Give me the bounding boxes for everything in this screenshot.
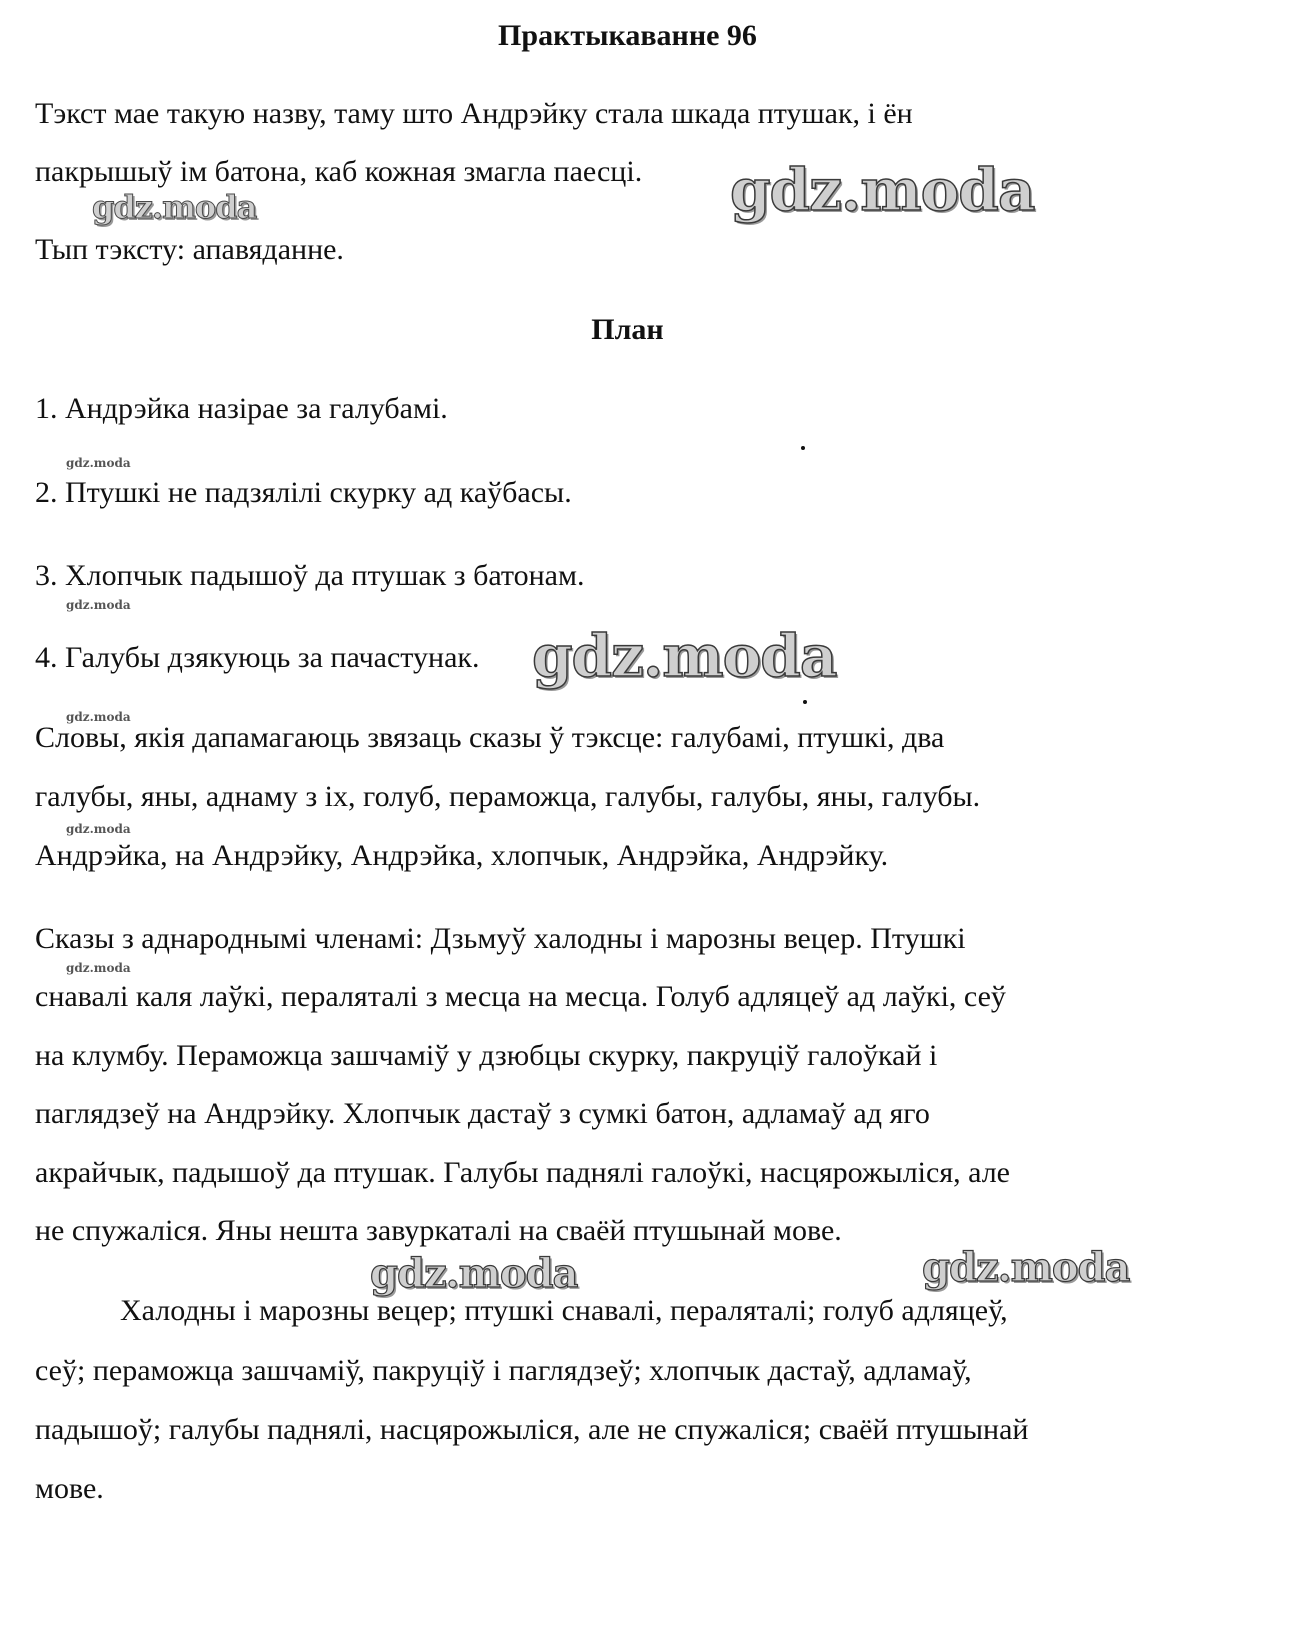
watermark-small: gdz.moda: [66, 822, 131, 836]
plan-item: 4. Галубы дзякуюць за пачастунак.: [35, 641, 480, 674]
text-type-line: Тып тэксту: апавяданне.: [35, 233, 344, 266]
summary-line: падышоў; галубы паднялі, насцярожыліся, але не спужаліся; сваёй птушынай: [35, 1413, 1029, 1446]
watermark-logo: gdz.moda: [532, 622, 837, 690]
watermark-logo: gdz.moda: [730, 156, 1035, 224]
summary-line: мове.: [35, 1472, 104, 1505]
intro-line: Тэкст мае такую назву, таму што Андрэйку стала шкада птушак, і ён: [35, 97, 913, 130]
watermark-small: gdz.moda: [66, 961, 131, 975]
linking-words-line: Андрэйка, на Андрэйку, Андрэйка, хлопчык, Андрэйка, Андрэйку.: [35, 839, 889, 872]
watermark-small: gdz.moda: [66, 456, 131, 470]
watermark-logo: gdz.moda: [92, 188, 257, 226]
plan-item: 3. Хлопчык падышоў да птушак з батонам.: [35, 559, 585, 592]
homogeneous-line: паглядзеў на Андрэйку. Хлопчык дастаў з сумкі батон, адламаў ад яго: [35, 1097, 930, 1130]
homogeneous-line: на клумбу. Пераможца зашчаміў у дзюбцы скурку, пакруціў галоўкай і: [35, 1039, 938, 1072]
watermark-logo: gdz.moda: [922, 1244, 1130, 1291]
watermark-logo: gdz.moda: [370, 1250, 578, 1297]
summary-line: сеў; пераможца зашчаміў, пакруціў і паглядзеў; хлопчык дастаў, адламаў,: [35, 1354, 972, 1387]
intro-line: пакрышыў ім батона, каб кожная змагла паесці.: [35, 155, 643, 188]
summary-line: Халодны і марозны вецер; птушкі снавалі, пераляталі; голуб адляцеў,: [120, 1294, 1008, 1327]
plan-heading: План: [591, 313, 664, 346]
plan-item: 2. Птушкі не падзялілі скурку ад каўбасы.: [35, 476, 572, 509]
homogeneous-line: снавалі каля лаўкі, пераляталі з месца на месца. Голуб адляцеў ад лаўкі, сеў: [35, 980, 1006, 1013]
watermark-small: gdz.moda: [66, 598, 131, 612]
page-title: Практыкаванне 96: [498, 19, 757, 52]
watermark-small: gdz.moda: [66, 710, 131, 724]
homogeneous-line: Сказы з аднароднымі членамі: Дзьмуў халодны і марозны вецер. Птушкі: [35, 922, 966, 955]
homogeneous-line: не спужаліся. Яны нешта завуркаталі на сваёй птушынай мове.: [35, 1214, 842, 1247]
plan-item: 1. Андрэйка назірае за галубамі.: [35, 392, 448, 425]
homogeneous-line: акрайчык, падышоў да птушак. Галубы паднялі галоўкі, насцярожыліся, але: [35, 1156, 1010, 1189]
speck-mark: [801, 446, 805, 450]
speck-mark: [803, 700, 807, 704]
linking-words-line: Словы, якія дапамагаюць звязаць сказы ў тэксце: галубамі, птушкі, два: [35, 721, 945, 754]
linking-words-line: галубы, яны, аднаму з іх, голуб, пераможца, галубы, галубы, яны, галубы.: [35, 780, 981, 813]
